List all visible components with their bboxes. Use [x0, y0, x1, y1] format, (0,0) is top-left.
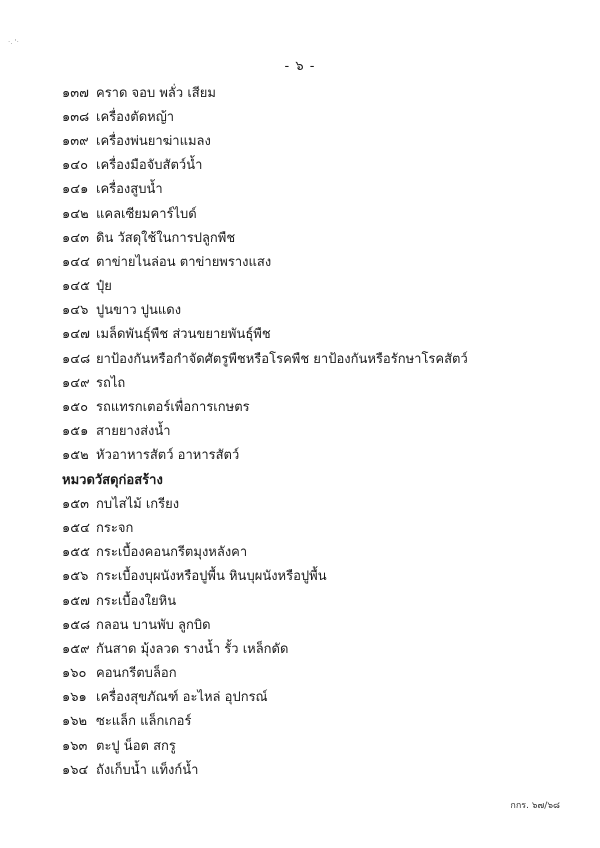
list-item — [62, 540, 582, 564]
item-text: เครื่องมือจับสัตว์น้ำ — [96, 158, 203, 174]
item-number: ๑๔๘ — [62, 351, 91, 367]
item-text: เครื่องพ่นยาฆ่าแมลง — [96, 133, 211, 149]
list-item — [62, 491, 582, 515]
item-number: ๑๓๙ — [62, 133, 89, 149]
list-item — [62, 757, 582, 781]
list-item — [62, 564, 582, 588]
list-item — [62, 128, 582, 152]
list-item — [62, 153, 582, 177]
item-text: ซะแล็ก แล็กเกอร์ — [96, 714, 192, 730]
item-text: ตาข่ายไนล่อน ตาข่ายพรางแสง — [96, 254, 272, 270]
item-number: ๑๕๖ — [62, 569, 89, 585]
item-number: ๑๕๐ — [62, 400, 89, 416]
item-number: ๑๖๓ — [62, 738, 88, 754]
list-item — [62, 346, 582, 370]
item-text: ยาป้องกันหรือกำจัดศัตรูพืชหรือโรคพืช ยาป้องกันหรือรักษาโรคสัตว์ — [96, 351, 468, 367]
item-text: กระเบื้องใยหิน — [96, 593, 177, 609]
item-number: ๑๕๒ — [62, 448, 89, 464]
list-item — [62, 588, 582, 612]
item-text: เครื่องตัดหญ้า — [96, 109, 175, 125]
item-number: ๑๕๗ — [62, 593, 90, 609]
item-number: ๑๖๔ — [62, 762, 89, 778]
item-text: กระเบื้องคอนกรีตมุงหลังคา — [96, 545, 248, 561]
item-text: แคลเซียมคาร์ไบด์ — [96, 206, 197, 222]
footer-code: กกร. ๖๗/๖๘ — [510, 801, 560, 811]
list-item — [62, 249, 582, 273]
item-number: ๑๔๙ — [62, 375, 90, 391]
list-item — [62, 274, 582, 298]
item-number: ๑๔๒ — [62, 206, 89, 222]
item-number: ๑๕๙ — [62, 641, 90, 657]
list-item — [62, 298, 582, 322]
item-text: คอนกรีตบล็อก — [96, 666, 177, 682]
item-text: กระเบื้องบุผนังหรือปูพื้น หินบุผนังหรือปูพื้น — [96, 569, 327, 585]
item-text: ปูนขาว ปูนแดง — [96, 303, 182, 319]
item-text: ถังเก็บน้ำ แท็งก์น้ำ — [96, 762, 199, 778]
item-number: ๑๔๓ — [62, 230, 89, 246]
item-number: ๑๓๘ — [62, 109, 90, 125]
item-text: กระจก — [96, 520, 134, 536]
scan-mark: ·. '· — [8, 38, 19, 46]
item-number: ๑๕๔ — [62, 520, 90, 536]
section-heading-construction: หมวดวัสดุก่อสร้าง — [62, 472, 163, 488]
item-text: เครื่องสุขภัณฑ์ อะไหล่ อุปกรณ์ — [96, 690, 268, 706]
list-item — [62, 515, 582, 539]
list-item — [62, 370, 582, 394]
item-text: เมล็ดพันธุ์พืช ส่วนขยายพันธุ์พืช — [96, 327, 271, 343]
item-text: กลอน บานพับ ลูกบิด — [96, 617, 211, 633]
item-text: รถไถ — [96, 375, 126, 391]
list-item — [62, 80, 582, 104]
item-number: ๑๔๔ — [62, 254, 90, 270]
list-item — [62, 612, 582, 636]
item-text: ดิน วัสดุใช้ในการปลูกพืช — [96, 230, 236, 246]
item-text: ตะปู น็อต สกรู — [96, 738, 176, 754]
list-item — [62, 225, 582, 249]
item-number: ๑๔๐ — [62, 158, 89, 174]
item-group-agriculture — [62, 80, 582, 467]
item-number: ๑๕๓ — [62, 496, 89, 512]
item-group-construction — [62, 491, 582, 781]
item-text: ปุ๋ย — [96, 279, 112, 295]
item-text: สายยางส่งน้ำ — [96, 424, 171, 440]
item-list — [62, 80, 582, 781]
list-item — [62, 733, 582, 757]
list-item — [62, 709, 582, 733]
list-item — [62, 104, 582, 128]
item-number: ๑๖๐ — [62, 666, 87, 682]
item-text: กันสาด มุ้งลวด รางน้ำ รั้ว เหล็กดัด — [96, 641, 289, 657]
item-text: หัวอาหารสัตว์ อาหารสัตว์ — [96, 448, 240, 464]
list-item — [62, 443, 582, 467]
item-text: คราด จอบ พลั่ว เสียม — [96, 85, 216, 101]
list-item — [62, 394, 582, 418]
item-number: ๑๕๕ — [62, 545, 90, 561]
item-number: ๑๕๑ — [62, 424, 89, 440]
item-number: ๑๖๒ — [62, 714, 88, 730]
list-item — [62, 636, 582, 660]
list-item — [62, 322, 582, 346]
item-number: ๑๕๘ — [62, 617, 91, 633]
item-number: ๑๖๑ — [62, 690, 87, 706]
list-item — [62, 661, 582, 685]
list-item — [62, 419, 582, 443]
item-text: รถแทรกเตอร์เพื่อการเกษตร — [96, 400, 250, 416]
item-number: ๑๓๗ — [62, 85, 89, 101]
item-text: กบไสไม้ เกรียง — [96, 496, 180, 512]
item-number: ๑๔๗ — [62, 327, 90, 343]
item-number: ๑๔๑ — [62, 182, 89, 198]
list-item — [62, 201, 582, 225]
item-number: ๑๔๕ — [62, 279, 90, 295]
list-item — [62, 685, 582, 709]
item-number: ๑๔๖ — [62, 303, 89, 319]
page-number: - ๖ - — [284, 59, 316, 74]
item-text: เครื่องสูบน้ำ — [96, 182, 163, 198]
list-item — [62, 177, 582, 201]
